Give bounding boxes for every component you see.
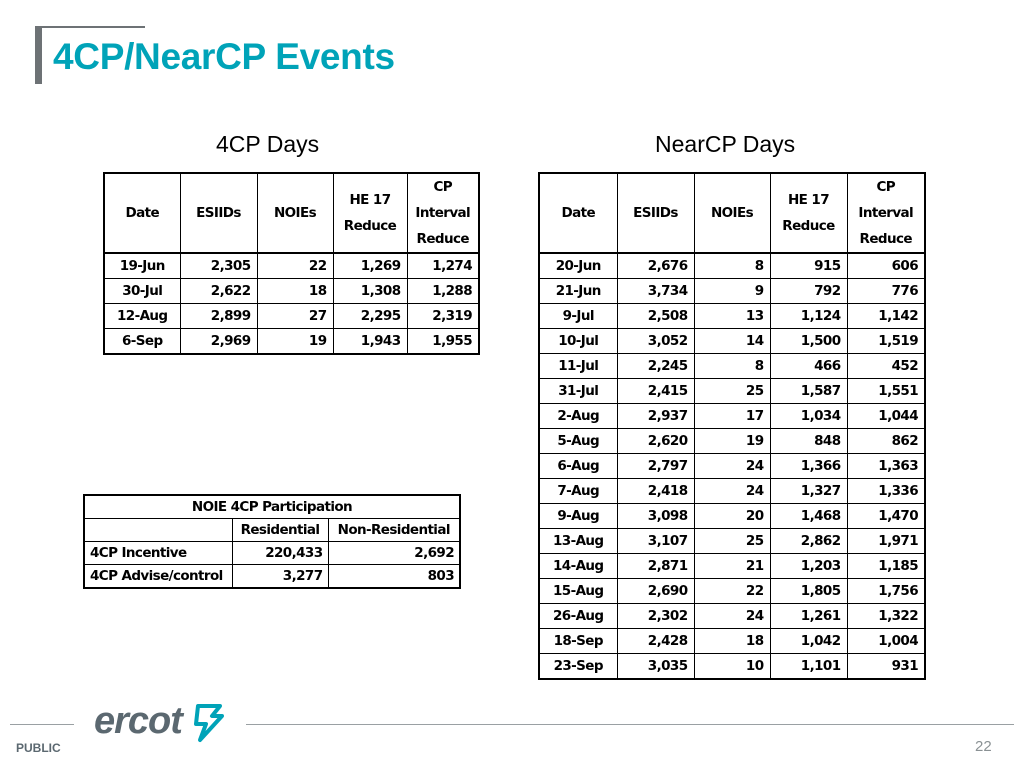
cell-he17: 1,124 <box>770 304 847 329</box>
cell-date: 7-Aug <box>539 479 617 504</box>
cell-cp-interval: 1,274 <box>407 253 479 279</box>
cell-noies: 24 <box>694 454 770 479</box>
cell-he17: 1,034 <box>770 404 847 429</box>
table-row <box>539 354 925 379</box>
table-row <box>539 529 925 554</box>
nearcp-header-row <box>539 173 925 253</box>
cell-noies: 8 <box>694 354 770 379</box>
cell-date: 21-Jun <box>539 279 617 304</box>
noie-nonresidential-value: 2,692 <box>328 542 460 565</box>
cell-esiids: 2,622 <box>180 279 257 304</box>
table-row <box>539 253 925 279</box>
cell-esiids: 3,052 <box>617 329 694 354</box>
table-row <box>104 329 479 355</box>
fourcp-heading: 4CP Days <box>216 131 320 157</box>
cell-cp-interval: 1,322 <box>847 604 925 629</box>
table-row <box>539 579 925 604</box>
cell-noies: 10 <box>694 654 770 680</box>
cell-cp-interval: 1,955 <box>407 329 479 355</box>
cell-esiids: 2,508 <box>617 304 694 329</box>
cell-cp-interval: 1,142 <box>847 304 925 329</box>
cell-date: 26-Aug <box>539 604 617 629</box>
cell-noies: 25 <box>694 379 770 404</box>
table-row <box>104 304 479 329</box>
cell-noies: 22 <box>694 579 770 604</box>
cell-noies: 24 <box>694 604 770 629</box>
cell-noies: 18 <box>257 279 333 304</box>
cell-date: 9-Aug <box>539 504 617 529</box>
footer-divider-right <box>246 724 1014 725</box>
cell-noies: 19 <box>694 429 770 454</box>
header-esiids: ESIIDs <box>180 173 257 253</box>
cell-cp-interval: 776 <box>847 279 925 304</box>
nearcp-table <box>538 172 926 680</box>
cell-noies: 13 <box>694 304 770 329</box>
table-row <box>539 304 925 329</box>
cell-he17: 1,261 <box>770 604 847 629</box>
footer-divider-left <box>10 724 74 725</box>
cell-noies: 8 <box>694 253 770 279</box>
noie-row-label: 4CP Incentive <box>84 542 232 565</box>
noie-header-residential: Residential <box>232 519 328 542</box>
ercot-bolt-icon <box>190 700 230 744</box>
cell-cp-interval: 1,336 <box>847 479 925 504</box>
cell-noies: 20 <box>694 504 770 529</box>
cell-he17: 792 <box>770 279 847 304</box>
cell-cp-interval: 1,519 <box>847 329 925 354</box>
cell-date: 11-Jul <box>539 354 617 379</box>
noie-participation-table <box>83 494 461 589</box>
table-row <box>539 379 925 404</box>
title-accent-left <box>35 26 42 84</box>
cell-cp-interval: 2,319 <box>407 304 479 329</box>
cell-esiids: 2,690 <box>617 579 694 604</box>
cell-noies: 21 <box>694 554 770 579</box>
cell-esiids: 2,428 <box>617 629 694 654</box>
table-row <box>539 404 925 429</box>
header-he17-reduce: HE 17 Reduce <box>770 173 847 253</box>
noie-title-row <box>84 495 460 519</box>
cell-cp-interval: 452 <box>847 354 925 379</box>
cell-esiids: 3,734 <box>617 279 694 304</box>
cell-esiids: 2,245 <box>617 354 694 379</box>
header-esiids: ESIIDs <box>617 173 694 253</box>
cell-noies: 18 <box>694 629 770 654</box>
header-date: Date <box>539 173 617 253</box>
cell-cp-interval: 862 <box>847 429 925 454</box>
ercot-logo: ercot <box>94 700 182 742</box>
cell-he17: 1,203 <box>770 554 847 579</box>
cell-date: 9-Jul <box>539 304 617 329</box>
cell-cp-interval: 1,044 <box>847 404 925 429</box>
cell-cp-interval: 931 <box>847 654 925 680</box>
cell-date: 19-Jun <box>104 253 180 279</box>
cell-esiids: 2,676 <box>617 253 694 279</box>
table-row <box>84 542 460 565</box>
fourcp-table <box>103 172 480 355</box>
cell-he17: 1,943 <box>333 329 407 355</box>
cell-he17: 1,805 <box>770 579 847 604</box>
table-row <box>539 479 925 504</box>
header-cp-interval-reduce: CP Interval Reduce <box>407 173 479 253</box>
cell-date: 30-Jul <box>104 279 180 304</box>
cell-cp-interval: 606 <box>847 253 925 279</box>
cell-he17: 2,295 <box>333 304 407 329</box>
cell-noies: 24 <box>694 479 770 504</box>
cell-esiids: 2,969 <box>180 329 257 355</box>
cell-cp-interval: 1,185 <box>847 554 925 579</box>
table-row <box>104 253 479 279</box>
header-he17-reduce: HE 17 Reduce <box>333 173 407 253</box>
page-number: 22 <box>975 738 992 755</box>
noie-header-blank <box>84 519 232 542</box>
header-noies: NOIEs <box>694 173 770 253</box>
cell-esiids: 2,418 <box>617 479 694 504</box>
cell-he17: 848 <box>770 429 847 454</box>
cell-esiids: 2,620 <box>617 429 694 454</box>
cell-he17: 1,308 <box>333 279 407 304</box>
cell-esiids: 3,098 <box>617 504 694 529</box>
cell-esiids: 2,302 <box>617 604 694 629</box>
cell-cp-interval: 1,004 <box>847 629 925 654</box>
cell-date: 6-Aug <box>539 454 617 479</box>
noie-residential-value: 220,433 <box>232 542 328 565</box>
table-row <box>539 329 925 354</box>
cell-he17: 1,042 <box>770 629 847 654</box>
cell-noies: 9 <box>694 279 770 304</box>
cell-esiids: 2,415 <box>617 379 694 404</box>
noie-title: NOIE 4CP Participation <box>84 495 460 519</box>
table-row <box>539 629 925 654</box>
cell-he17: 1,366 <box>770 454 847 479</box>
header-cp-interval-reduce: CP Interval Reduce <box>847 173 925 253</box>
cell-he17: 1,327 <box>770 479 847 504</box>
cell-noies: 17 <box>694 404 770 429</box>
cell-cp-interval: 1,470 <box>847 504 925 529</box>
nearcp-heading: NearCP Days <box>655 131 796 157</box>
cell-date: 5-Aug <box>539 429 617 454</box>
table-row <box>539 429 925 454</box>
cell-esiids: 3,107 <box>617 529 694 554</box>
cell-he17: 1,587 <box>770 379 847 404</box>
cell-date: 14-Aug <box>539 554 617 579</box>
table-row <box>539 279 925 304</box>
cell-he17: 2,862 <box>770 529 847 554</box>
cell-he17: 1,500 <box>770 329 847 354</box>
header-date: Date <box>104 173 180 253</box>
cell-noies: 19 <box>257 329 333 355</box>
cell-date: 13-Aug <box>539 529 617 554</box>
header-noies: NOIEs <box>257 173 333 253</box>
cell-he17: 1,101 <box>770 654 847 680</box>
cell-noies: 14 <box>694 329 770 354</box>
table-row <box>539 654 925 680</box>
cell-cp-interval: 1,971 <box>847 529 925 554</box>
cell-date: 31-Jul <box>539 379 617 404</box>
cell-noies: 27 <box>257 304 333 329</box>
title-accent-top <box>35 26 145 28</box>
page-title: 4CP/NearCP Events <box>53 36 395 77</box>
cell-date: 12-Aug <box>104 304 180 329</box>
noie-header-row <box>84 519 460 542</box>
cell-esiids: 2,305 <box>180 253 257 279</box>
cell-noies: 22 <box>257 253 333 279</box>
noie-header-nonresidential: Non-Residential <box>328 519 460 542</box>
cell-date: 18-Sep <box>539 629 617 654</box>
public-label: PUBLIC <box>16 741 61 755</box>
cell-esiids: 2,797 <box>617 454 694 479</box>
cell-he17: 915 <box>770 253 847 279</box>
noie-nonresidential-value: 803 <box>328 565 460 589</box>
cell-date: 2-Aug <box>539 404 617 429</box>
cell-date: 6-Sep <box>104 329 180 355</box>
cell-esiids: 3,035 <box>617 654 694 680</box>
cell-he17: 466 <box>770 354 847 379</box>
cell-cp-interval: 1,288 <box>407 279 479 304</box>
cell-esiids: 2,871 <box>617 554 694 579</box>
cell-date: 10-Jul <box>539 329 617 354</box>
table-row <box>539 554 925 579</box>
table-row <box>104 279 479 304</box>
cell-he17: 1,269 <box>333 253 407 279</box>
cell-noies: 25 <box>694 529 770 554</box>
noie-residential-value: 3,277 <box>232 565 328 589</box>
cell-cp-interval: 1,363 <box>847 454 925 479</box>
table-row <box>539 504 925 529</box>
cell-esiids: 2,937 <box>617 404 694 429</box>
cell-he17: 1,468 <box>770 504 847 529</box>
table-row <box>84 565 460 589</box>
cell-date: 15-Aug <box>539 579 617 604</box>
cell-cp-interval: 1,551 <box>847 379 925 404</box>
table-row <box>539 604 925 629</box>
cell-cp-interval: 1,756 <box>847 579 925 604</box>
cell-date: 20-Jun <box>539 253 617 279</box>
cell-esiids: 2,899 <box>180 304 257 329</box>
fourcp-header-row <box>104 173 479 253</box>
noie-row-label: 4CP Advise/control <box>84 565 232 589</box>
cell-date: 23-Sep <box>539 654 617 680</box>
table-row <box>539 454 925 479</box>
